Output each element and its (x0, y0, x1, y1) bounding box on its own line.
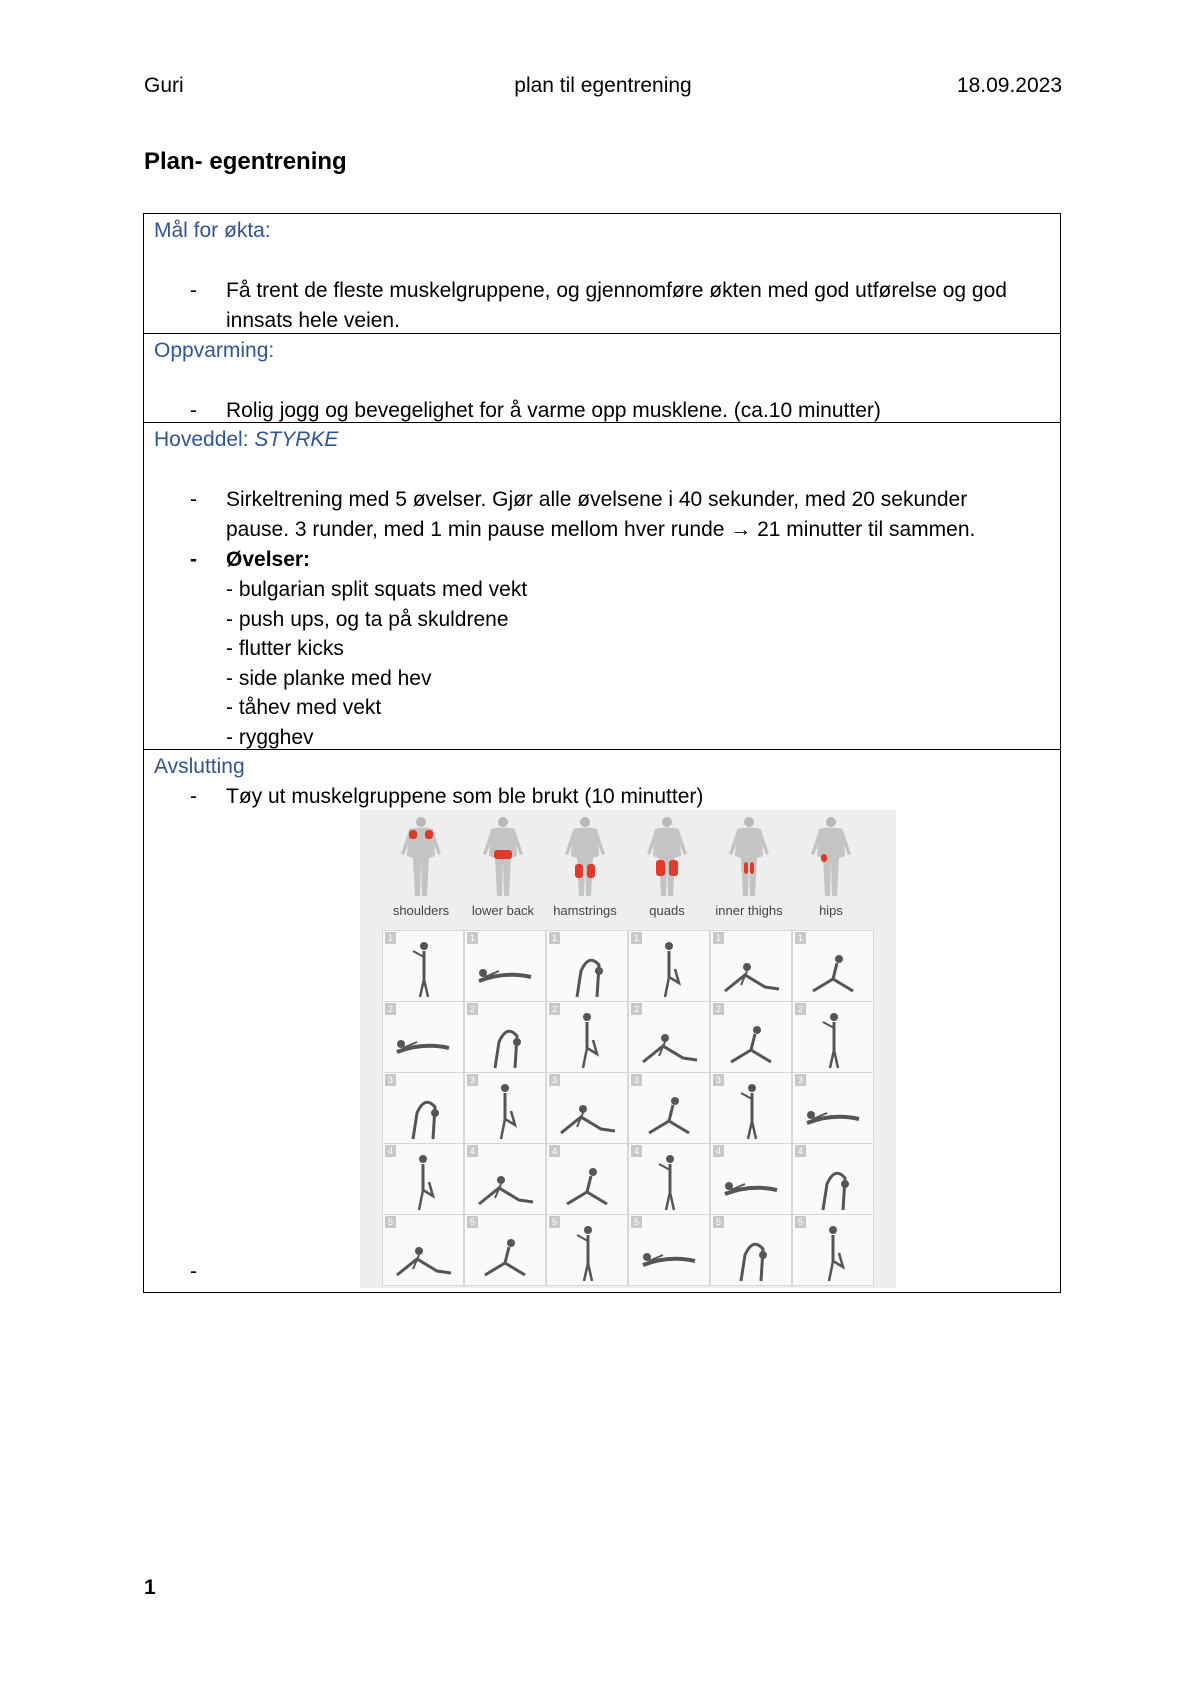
stretch-pose-icon (383, 1073, 463, 1143)
stretch-illustration (546, 1072, 628, 1144)
stretch-number-label: 2 (385, 1003, 396, 1015)
plan-table (143, 213, 1061, 1293)
exercises-label: - Øvelser: (190, 548, 311, 571)
body-figure-icon (473, 816, 533, 898)
stretch-pose-icon (547, 1002, 627, 1072)
section-main-heading: Hoveddel: STYRKE (154, 428, 339, 451)
stretch-illustration (464, 1001, 546, 1073)
stretch-pose-icon (629, 1073, 709, 1143)
stretch-illustration (792, 1214, 874, 1286)
stretch-number-label: 4 (385, 1145, 396, 1157)
stretch-number-label: 2 (467, 1003, 478, 1015)
stretch-pose-icon (711, 1215, 791, 1285)
stretch-pose-icon (465, 931, 545, 1001)
stretch-pose-icon (547, 1144, 627, 1214)
stretch-illustration (628, 1143, 710, 1215)
stretch-grid (380, 928, 876, 1286)
stretch-number-label: 5 (631, 1216, 642, 1228)
stretch-illustration (792, 1143, 874, 1215)
stretch-number-label: 1 (713, 932, 724, 944)
stretch-number-label: 2 (549, 1003, 560, 1015)
stretch-illustration (464, 930, 546, 1002)
stretch-pose-icon (793, 1073, 873, 1143)
stretch-pose-icon (547, 1215, 627, 1285)
stretch-pose-icon (383, 931, 463, 1001)
section-warmup-heading: Oppvarming: (154, 339, 275, 362)
stretch-number-label: 3 (713, 1074, 724, 1086)
stretch-number-label: 2 (795, 1003, 806, 1015)
stretch-pose-icon (547, 931, 627, 1001)
exercise-item: - flutter kicks (226, 637, 344, 660)
stretch-pose-icon (465, 1073, 545, 1143)
stretch-number-label: 3 (549, 1074, 560, 1086)
stretch-number-label: 5 (549, 1216, 560, 1228)
stretch-number-label: 1 (385, 932, 396, 944)
muscle-group-label: hips (819, 903, 843, 918)
stretch-pose-icon (383, 1002, 463, 1072)
stretch-number-label: 1 (795, 932, 806, 944)
stretch-pose-icon (629, 1215, 709, 1285)
stretch-pose-icon (793, 1144, 873, 1214)
stretch-illustration (628, 930, 710, 1002)
stretch-illustration (628, 1214, 710, 1286)
stretch-illustration (710, 1214, 792, 1286)
empty-bullet-dash: - (190, 1260, 197, 1283)
stretch-number-label: 4 (795, 1145, 806, 1157)
stretch-illustration (464, 1072, 546, 1144)
exercise-item: - bulgarian split squats med vekt (226, 578, 528, 601)
stretch-pose-icon (711, 1073, 791, 1143)
stretch-illustration (710, 930, 792, 1002)
header-author: Guri (144, 74, 184, 97)
section-warmup-bullet: - Rolig jogg og bevegelighet for å varme opp musklene. (ca.10 minutter) (190, 399, 881, 422)
section-cooldown-bullet: - Tøy ut muskelgruppene som ble brukt (10 minutter) (190, 785, 704, 808)
muscle-group-label: lower back (471, 903, 535, 918)
stretch-illustration (710, 1072, 792, 1144)
section-main (144, 423, 1060, 750)
stretch-pose-icon (383, 1215, 463, 1285)
stretch-illustration (792, 1001, 874, 1073)
stretch-pose-icon (629, 931, 709, 1001)
muscle-group-label: shoulders (392, 903, 450, 918)
stretch-number-label: 4 (549, 1145, 560, 1157)
section-cooldown (144, 750, 1060, 1292)
stretch-illustration (710, 1143, 792, 1215)
section-goal-bullet: - Få trent de fleste muskelgruppene, og gjennomføre økten med god utførelse og god innsats hele veien. (190, 279, 1007, 332)
page-number: 1 (144, 1576, 156, 1599)
stretch-number-label: 2 (713, 1003, 724, 1015)
stretch-illustration (464, 1143, 546, 1215)
stretch-illustration (382, 1001, 464, 1073)
body-figure-icon (555, 816, 615, 898)
stretch-illustration (628, 1072, 710, 1144)
stretch-pose-icon (711, 931, 791, 1001)
body-figure-icon (637, 816, 697, 898)
stretch-number-label: 4 (631, 1145, 642, 1157)
stretch-illustration (546, 930, 628, 1002)
body-figure-icon (391, 816, 451, 898)
muscle-group-label: quads (649, 903, 685, 918)
stretch-number-label: 1 (549, 932, 560, 944)
stretch-number-label: 3 (795, 1074, 806, 1086)
muscle-group-label: inner thighs (715, 903, 783, 918)
stretch-illustration (546, 1214, 628, 1286)
stretch-illustration (628, 1001, 710, 1073)
stretch-pose-icon (793, 1215, 873, 1285)
stretch-illustration (710, 1001, 792, 1073)
body-figure-icon (719, 816, 779, 898)
stretch-illustration (464, 1214, 546, 1286)
stretch-number-label: 5 (795, 1216, 806, 1228)
section-cooldown-heading: Avslutting (154, 755, 245, 778)
stretch-pose-icon (629, 1002, 709, 1072)
stretch-illustration (792, 930, 874, 1002)
header-date: 18.09.2023 (956, 74, 1062, 97)
section-goal (144, 214, 1060, 334)
section-main-bullet: - Sirkeltrening med 5 øvelser. Gjør alle øvelsene i 40 sekunder, med 20 sekunder pause. 3 runder, med 1 min pause mellom hver runde → 21 minutter til sammen. (190, 488, 976, 541)
stretch-number-label: 5 (713, 1216, 724, 1228)
stretch-number-label: 1 (467, 932, 478, 944)
stretch-illustration (792, 1072, 874, 1144)
stretch-illustration (382, 1143, 464, 1215)
stretch-pose-icon (793, 1002, 873, 1072)
section-goal-heading: Mål for økta: (154, 219, 271, 242)
stretch-pose-icon (793, 931, 873, 1001)
exercise-item: - tåhev med vekt (226, 696, 382, 719)
stretch-number-label: 4 (467, 1145, 478, 1157)
stretch-number-label: 2 (631, 1003, 642, 1015)
stretch-pose-icon (711, 1002, 791, 1072)
stretch-illustration (546, 1143, 628, 1215)
stretch-number-label: 5 (467, 1216, 478, 1228)
stretch-number-label: 4 (713, 1145, 724, 1157)
stretch-pose-icon (629, 1144, 709, 1214)
muscle-group-label: hamstrings (553, 903, 617, 918)
stretch-illustration (382, 1214, 464, 1286)
body-figure-icon (801, 816, 861, 898)
stretch-pose-icon (383, 1144, 463, 1214)
stretch-number-label: 3 (385, 1074, 396, 1086)
stretch-number-label: 3 (467, 1074, 478, 1086)
muscle-groups-row (360, 810, 896, 925)
stretch-pose-icon (465, 1215, 545, 1285)
stretch-pose-icon (711, 1144, 791, 1214)
exercise-item: - side planke med hev (226, 666, 432, 690)
stretch-illustration (382, 930, 464, 1002)
page-header (144, 74, 1062, 104)
document-title: Plan- egentrening (144, 148, 347, 175)
stretching-chart-image (360, 810, 896, 1288)
stretch-illustration (546, 1001, 628, 1073)
exercise-item: - push ups, og ta på skuldrene (226, 607, 509, 631)
stretch-pose-icon (465, 1144, 545, 1214)
stretch-illustration (382, 1072, 464, 1144)
stretch-number-label: 3 (631, 1074, 642, 1086)
header-doc-title: plan til egentrening (514, 74, 692, 97)
stretch-pose-icon (465, 1002, 545, 1072)
section-warmup (144, 334, 1060, 423)
stretch-number-label: 5 (385, 1216, 396, 1228)
stretch-number-label: 1 (631, 932, 642, 944)
stretch-pose-icon (547, 1073, 627, 1143)
exercise-item: - rygghev (226, 725, 314, 749)
